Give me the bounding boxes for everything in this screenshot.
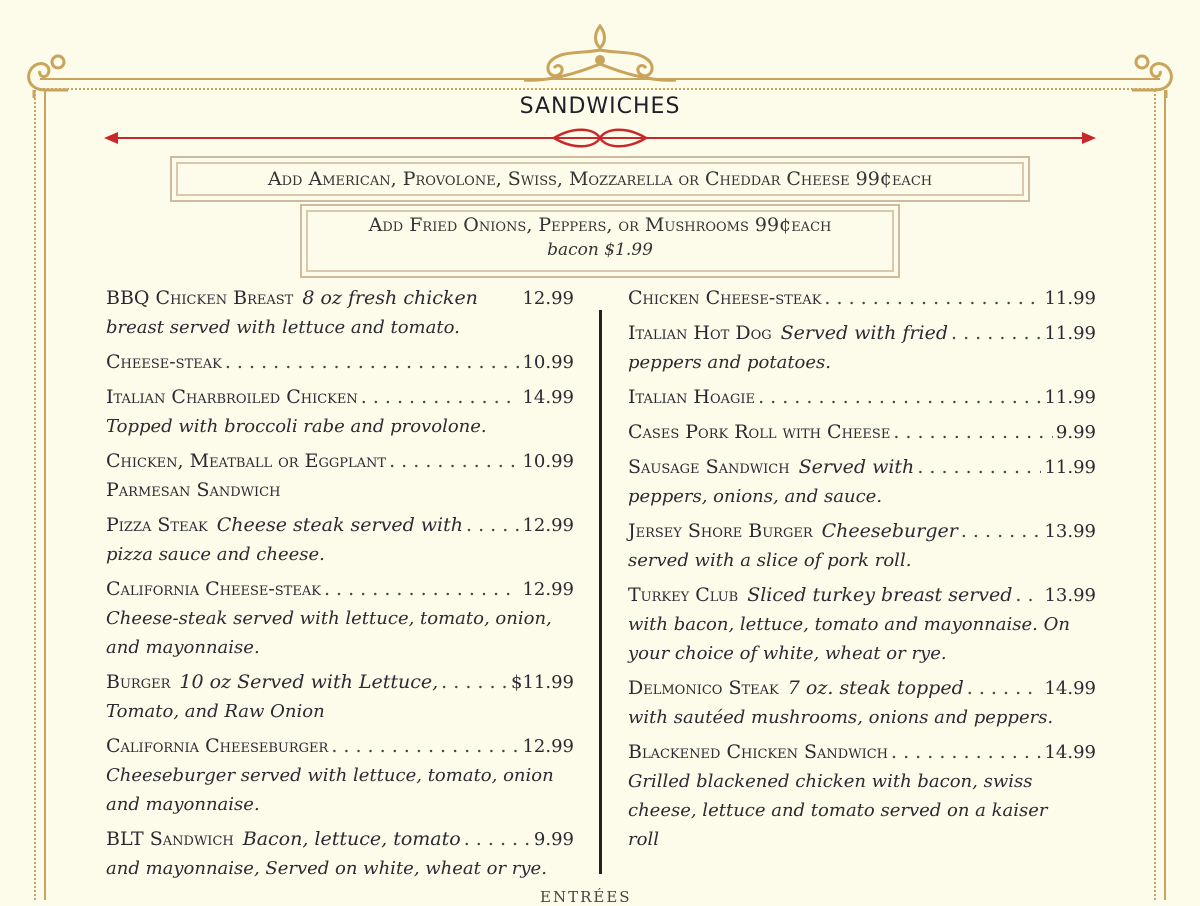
menu-item-inline-desc: Bacon, lettuce, tomato [242, 828, 461, 850]
menu-column-left [106, 284, 574, 889]
menu-item-price: 9.99 [1055, 422, 1096, 443]
menu-item [628, 319, 1096, 377]
bacon-note-text: bacon $1.99 [547, 240, 653, 260]
menu-item-name: California Cheese-steak [106, 578, 321, 600]
menu-item-description: and mayonnaise. [106, 794, 260, 815]
menu-item-line [628, 674, 1096, 703]
menu-item-name: Delmonico Steak [628, 677, 779, 699]
menu-column-right [628, 284, 1096, 860]
toppings-addon-note [300, 204, 900, 278]
menu-item-price: 11.99 [1044, 323, 1096, 344]
menu-item-price: 12.99 [522, 736, 574, 757]
dot-leader [324, 575, 520, 603]
menu-item [628, 581, 1096, 668]
dot-leader [441, 668, 508, 696]
menu-item-inline-desc: 10 oz Served with Lettuce, [179, 671, 439, 693]
menu-item-price: 11.99 [1044, 457, 1096, 478]
menu-item-price: 14.99 [522, 387, 574, 408]
menu-item-price: 11.99 [1044, 288, 1096, 309]
menu-item-description: Topped with broccoli rabe and provolone. [106, 416, 487, 437]
menu-item-name: Italian Charbroiled Chicken [106, 386, 358, 408]
menu-item-line [628, 383, 1096, 412]
menu-item-line [628, 319, 1096, 348]
dot-leader [917, 453, 1041, 481]
menu-item-description: Cheeseburger served with lettuce, tomato, onion [106, 765, 554, 786]
menu-item-description: peppers and potatoes. [628, 352, 832, 373]
menu-item [106, 575, 574, 662]
menu-item [106, 284, 574, 342]
menu-item-description: Grilled blackened chicken with bacon, swiss [628, 771, 1033, 792]
menu-item-inline-desc: Cheeseburger [821, 520, 958, 542]
menu-item-name: Chicken, Meatball or Eggplant [106, 450, 387, 472]
menu-item-price: 13.99 [1044, 585, 1096, 606]
menu-item-name: BLT Sandwich [106, 828, 234, 850]
menu-item-line [106, 511, 574, 540]
dot-leader [891, 738, 1041, 766]
toppings-note-text: Add Fried Onions, Peppers, or Mushrooms 99¢each [368, 214, 832, 236]
menu-item-name: Cases Pork Roll with Cheese [628, 421, 891, 443]
menu-item-inline-desc: Served with [798, 456, 915, 478]
menu-item-price: 14.99 [1044, 742, 1096, 763]
dot-leader [967, 674, 1042, 702]
ornamental-border-left [34, 90, 46, 900]
dot-leader [464, 825, 531, 853]
menu-item-name: Turkey Club [628, 584, 739, 606]
menu-item-description: and mayonnaise. [106, 637, 260, 658]
menu-item [106, 668, 574, 726]
menu-item-price: 10.99 [522, 352, 574, 373]
menu-item-line [106, 447, 574, 476]
menu-item [106, 511, 574, 569]
menu-item-name: Burger [106, 671, 171, 693]
corner-flourish-icon [18, 44, 72, 98]
menu-item-name: Italian Hoagie [628, 386, 756, 408]
menu-item-line [106, 575, 574, 604]
dot-leader [466, 511, 519, 539]
dot-leader [824, 284, 1041, 312]
menu-item [628, 517, 1096, 575]
dot-leader [225, 348, 520, 376]
menu-item-description: your choice of white, wheat or rye. [628, 643, 947, 664]
menu-item-price: 12.99 [522, 515, 574, 536]
menu-item-name: Italian Hot Dog [628, 322, 772, 344]
menu-item [628, 738, 1096, 854]
menu-item-description: with sautéed mushrooms, onions and peppers. [628, 707, 1054, 728]
corner-flourish-icon [1128, 44, 1182, 98]
menu-item-price: $11.99 [511, 672, 574, 693]
menu-item-name: Jersey Shore Burger [628, 520, 813, 542]
menu-item-line [106, 383, 574, 412]
menu-item-line [628, 517, 1096, 546]
next-section-title: ENTRÉES [540, 888, 632, 906]
menu-item [628, 453, 1096, 511]
menu-item-description: with bacon, lettuce, tomato and mayonnaise. On [628, 614, 1070, 635]
menu-item-description: Tomato, and Raw Onion [106, 701, 325, 722]
dot-leader [331, 732, 519, 760]
menu-item-price: 13.99 [1044, 521, 1096, 542]
menu-item-line [628, 284, 1096, 313]
crest-ornament-icon [520, 20, 680, 92]
menu-item-name: Pizza Steak [106, 514, 208, 536]
column-divider [599, 310, 602, 874]
menu-item-description: Parmesan Sandwich [106, 479, 281, 501]
menu-item [106, 825, 574, 883]
menu-item-line [106, 348, 574, 377]
menu-item-price: 10.99 [522, 451, 574, 472]
section-title: SANDWICHES [519, 94, 681, 119]
menu-item-inline-desc: Sliced turkey breast served [747, 584, 1013, 606]
menu-item-description: peppers, onions, and sauce. [628, 486, 883, 507]
menu-item-line [628, 453, 1096, 482]
red-divider-rule [104, 126, 1096, 156]
menu-item-description: cheese, lettuce and tomato served on a kaiser [628, 800, 1048, 821]
menu-item-price: 14.99 [1044, 678, 1096, 699]
menu-item-description: and mayonnaise, Served on white, wheat or rye. [106, 858, 547, 879]
menu-item [106, 348, 574, 377]
menu-item-description: breast served with lettuce and tomato. [106, 317, 460, 338]
dot-leader [1015, 581, 1041, 609]
menu-item-description: served with a slice of pork roll. [628, 550, 912, 571]
menu-item-price: 9.99 [533, 829, 574, 850]
menu-item-line [106, 825, 574, 854]
menu-item-line [628, 738, 1096, 767]
dot-leader [758, 383, 1041, 411]
menu-item [106, 383, 574, 441]
menu-item-line [628, 418, 1096, 447]
menu-item-price: 11.99 [1044, 387, 1096, 408]
menu-item-name: Chicken Cheese-steak [628, 287, 822, 309]
menu-item-description: Cheese-steak served with lettuce, tomato, onion, [106, 608, 552, 629]
menu-item [628, 383, 1096, 412]
menu-item-description: pizza sauce and cheese. [106, 544, 325, 565]
menu-item-inline-desc: 7 oz. steak topped [787, 677, 964, 699]
menu-item-name: BBQ Chicken Breast [106, 287, 294, 309]
menu-item-name: Cheese-steak [106, 351, 222, 373]
menu-item [106, 447, 574, 505]
menu-item-line [106, 284, 574, 313]
menu-item-line [628, 581, 1096, 610]
menu-item [106, 732, 574, 819]
cheese-addon-note: Add American, Provolone, Swiss, Mozzarella or Cheddar Cheese 99¢each [170, 156, 1030, 202]
menu-item-inline-desc: 8 oz fresh chicken [302, 287, 478, 309]
menu-item-price: 12.99 [522, 579, 574, 600]
dot-leader [951, 319, 1041, 347]
menu-item-line [106, 668, 574, 697]
menu-item-name: California Cheeseburger [106, 735, 329, 757]
menu-item-name: Blackened Chicken Sandwich [628, 741, 889, 763]
menu-item [628, 284, 1096, 313]
menu-item-line [106, 732, 574, 761]
menu-item-name: Sausage Sandwich [628, 456, 790, 478]
ornamental-border-right [1154, 90, 1166, 900]
dot-leader [389, 447, 519, 475]
menu-item-inline-desc: Cheese steak served with [216, 514, 463, 536]
dot-leader [961, 517, 1042, 545]
dot-leader [893, 418, 1053, 446]
menu-item-description: roll [628, 829, 659, 850]
menu-item [628, 418, 1096, 447]
dot-leader [361, 383, 520, 411]
menu-item [628, 674, 1096, 732]
menu-item-inline-desc: Served with fried [780, 322, 949, 344]
menu-item-price: 12.99 [522, 288, 574, 309]
